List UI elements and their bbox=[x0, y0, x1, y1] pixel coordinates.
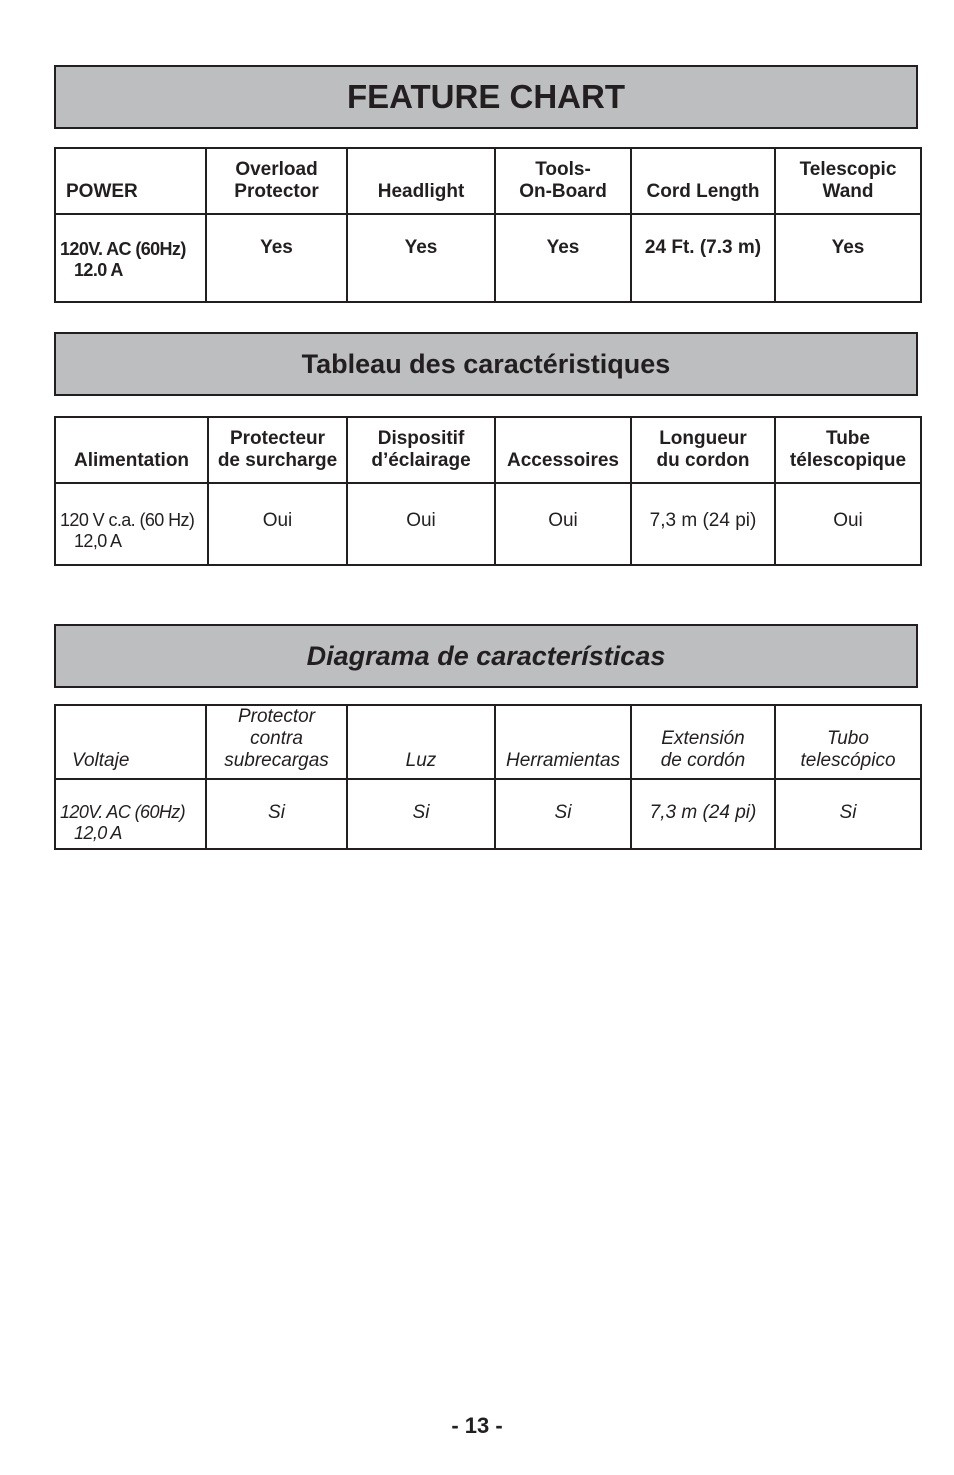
protector-value: Si bbox=[206, 779, 347, 849]
table-row bbox=[55, 214, 921, 302]
header-longueur: Longueur du cordon bbox=[631, 417, 775, 483]
tube-value: Oui bbox=[775, 483, 921, 565]
power-voltage: 120V. AC (60Hz) bbox=[60, 239, 186, 259]
page-number: - 13 - bbox=[451, 1413, 503, 1438]
accessoires-value: Oui bbox=[495, 483, 631, 565]
header-headlight: Headlight bbox=[347, 148, 495, 214]
power-value bbox=[55, 214, 206, 302]
power-amperage: 12,0 A bbox=[74, 530, 122, 551]
power-value bbox=[55, 779, 206, 849]
power-amperage: 12,0 A bbox=[74, 822, 122, 843]
header-alimentation: Alimentation bbox=[55, 417, 208, 483]
header-telescopic-wand: Telescopic Wand bbox=[775, 148, 921, 214]
header-herramientas: Herramientas bbox=[495, 705, 631, 779]
tubo-value: Si bbox=[775, 779, 921, 849]
luz-value: Si bbox=[347, 779, 495, 849]
header-dispositif: Dispositif d’éclairage bbox=[347, 417, 495, 483]
header-accessoires: Accessoires bbox=[495, 417, 631, 483]
table-header-row bbox=[55, 148, 921, 214]
spanish-chart-table bbox=[54, 704, 922, 850]
header-tube: Tube télescopique bbox=[775, 417, 921, 483]
power-voltage: 120V. AC (60Hz) bbox=[60, 802, 186, 822]
overload-protector-value: Yes bbox=[206, 214, 347, 302]
headlight-value: Yes bbox=[347, 214, 495, 302]
header-overload-protector: Overload Protector bbox=[206, 148, 347, 214]
power-value bbox=[55, 483, 208, 565]
power-amperage: 12.0 A bbox=[74, 259, 123, 280]
feature-chart-title: FEATURE CHART bbox=[54, 65, 918, 129]
power-voltage: 120 V c.a. (60 Hz) bbox=[60, 510, 195, 530]
cord-length-value: 24 Ft. (7.3 m) bbox=[631, 214, 775, 302]
telescopic-wand-value: Yes bbox=[775, 214, 921, 302]
longueur-value: 7,3 m (24 pi) bbox=[631, 483, 775, 565]
extension-value: 7,3 m (24 pi) bbox=[631, 779, 775, 849]
header-power: POWER bbox=[55, 148, 206, 214]
header-voltaje: Voltaje bbox=[55, 705, 206, 779]
header-cord-length: Cord Length bbox=[631, 148, 775, 214]
header-luz: Luz bbox=[347, 705, 495, 779]
dispositif-value: Oui bbox=[347, 483, 495, 565]
feature-chart-table bbox=[54, 147, 922, 303]
table-row bbox=[55, 483, 921, 565]
header-extension: Extensión de cordón bbox=[631, 705, 775, 779]
tools-on-board-value: Yes bbox=[495, 214, 631, 302]
spanish-chart-title: Diagrama de características bbox=[54, 624, 918, 688]
protecteur-value: Oui bbox=[208, 483, 347, 565]
table-header-row bbox=[55, 417, 921, 483]
table-header-row bbox=[55, 705, 921, 779]
french-chart-table bbox=[54, 416, 922, 566]
header-tools-on-board: Tools- On-Board bbox=[495, 148, 631, 214]
header-protector: Protector contra subrecargas bbox=[206, 705, 347, 779]
table-row bbox=[55, 779, 921, 849]
herramientas-value: Si bbox=[495, 779, 631, 849]
header-protecteur: Protecteur de surcharge bbox=[208, 417, 347, 483]
french-chart-title: Tableau des caractéristiques bbox=[54, 332, 918, 396]
header-tubo: Tubo telescópico bbox=[775, 705, 921, 779]
